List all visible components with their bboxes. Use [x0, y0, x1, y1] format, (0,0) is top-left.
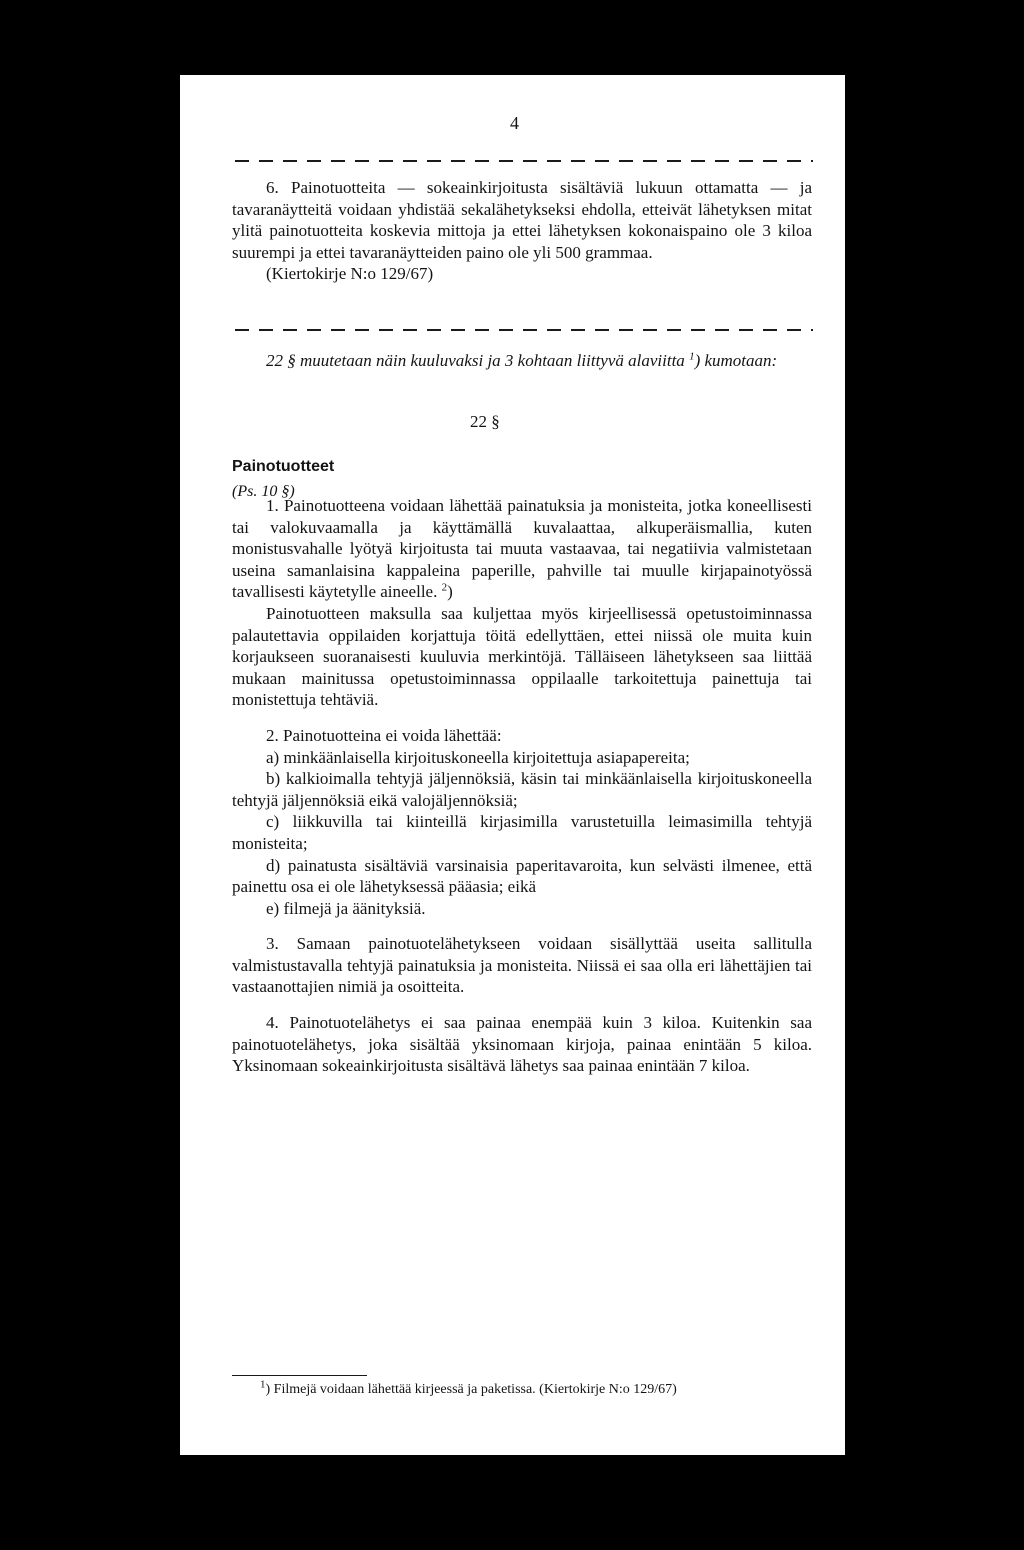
section-6-text: 6. Painotuotteita — sokeainkirjoitusta sisältäviä lukuun ottamatta — ja tavaranäytteitä voidaan yhdistää sekalähetykseksi ehdolla, etteivät lähetyksen mitat ylitä painotuotteita koskevia mittoja ja ettei lähetyksen kokonaispaino ole 3 kiloa suurempi ja ettei tavaranäytteiden paino ole yli 500 grammaa. [232, 178, 812, 262]
amendment-instruction [232, 350, 812, 372]
amendment-text-end: ) kumotaan: [694, 351, 778, 370]
list-item: b) kalkioimalla tehtyjä jäljennöksiä, käsin tai minkäänlaisella kirjoituskoneella tehtyjä jäljennöksiä eikä valojäljennöksiä; [232, 769, 812, 810]
section-6 [232, 177, 812, 285]
footnote-mark: 1 [260, 1378, 266, 1391]
paragraph-1-continuation: Painotuotteen maksulla saa kuljettaa myös kirjeellisessä opetustoiminnassa palautettavia oppilaiden korjattuja töitä edellyttäen, ettei niissä ole muita kuin korjaukseen suoranaisesti kuuluvia merkintöjä. Tälläiseen lähetykseen saa liittää mukaan mainitussa opetustoiminnassa oppilaalle tarkoitettuja painettuja tai monistettuja tehtäviä. [232, 603, 812, 710]
paragraph-3: 3. Samaan painotuotelähetykseen voidaan sisällyttää useita sallitulla valmistustavalla tehtyjä painatuksia ja monisteita. Niissä ei saa olla eri lähettäjien tai vastaanottajien nimiä ja osoitteita. [232, 934, 812, 997]
footnote-reference: 2 [441, 581, 448, 594]
paragraph-2-intro: 2. Painotuotteina ei voida lähettää: [266, 725, 502, 745]
dashed-separator-middle [235, 329, 813, 331]
footnote-text: ) Filmejä voidaan lähettää kirjeessä ja paketissa. (Kiertokirje N:o 129/67) [265, 1382, 677, 1397]
list-item: a) minkäänlaisella kirjoituskoneella kirjoitettuja asiapapereita; [266, 747, 690, 767]
dashed-separator-top [235, 160, 813, 162]
paragraph-1-text-end: ) [447, 582, 453, 602]
paragraph-1-text: 1. Painotuotteena voidaan lähettää painatuksia ja monisteita, jotka koneellisesti tai valokuvaamalla ja käyttämällä kuvalaattaa, alkuperäismallia, kuten monistusvahalle lyötyä kirjoitusta tai muuta vastaavaa, tai negatiivia valmistetaan useina samanlaisina kappaleina paperille, pahville tai muulle kirjapainotyössä tavallisesti käytetylle aineelle. [232, 496, 812, 602]
list-item: c) liikkuvilla tai kiinteillä kirjasimilla varustetuilla leimasimilla tehtyjä monisteita; [232, 812, 812, 853]
paragraph-4: 4. Painotuotelähetys ei saa painaa enempää kuin 3 kiloa. Kuitenkin saa painotuotelähetys, joka sisältää yksinomaan kirjoja, painaa enintään 5 kiloa. Yksinomaan sokeainkirjoitusta sisältävä lähetys saa painaa enintään 7 kiloa. [232, 1013, 812, 1076]
footnote [232, 1378, 812, 1398]
section-6-ref: (Kiertokirje N:o 129/67) [266, 264, 434, 284]
list-item: d) painatusta sisältäviä varsinaisia paperitavaroita, kun selvästi ilmenee, että painettu osa ei ole lähetyksessä pääasia; eikä [232, 855, 812, 897]
paragraph-1 [232, 495, 812, 603]
footnote-area [180, 1450, 845, 1550]
section-reference: (Ps. 10 §) [232, 483, 295, 500]
amendment-text: 22 § muutetaan näin kuuluvaksi ja 3 kohtaan liittyvä alaviitta [266, 351, 685, 370]
section-heading: Painotuotteet [232, 458, 335, 475]
page-number: 4 [510, 113, 519, 133]
section-number: 22 § [470, 412, 500, 431]
footnote-rule [232, 1375, 367, 1376]
section-22-body [232, 495, 812, 1077]
footnote-reference: 1 [689, 350, 695, 363]
list-item: e) filmejä ja äänityksiä. [266, 898, 426, 918]
document-page [180, 75, 845, 1455]
